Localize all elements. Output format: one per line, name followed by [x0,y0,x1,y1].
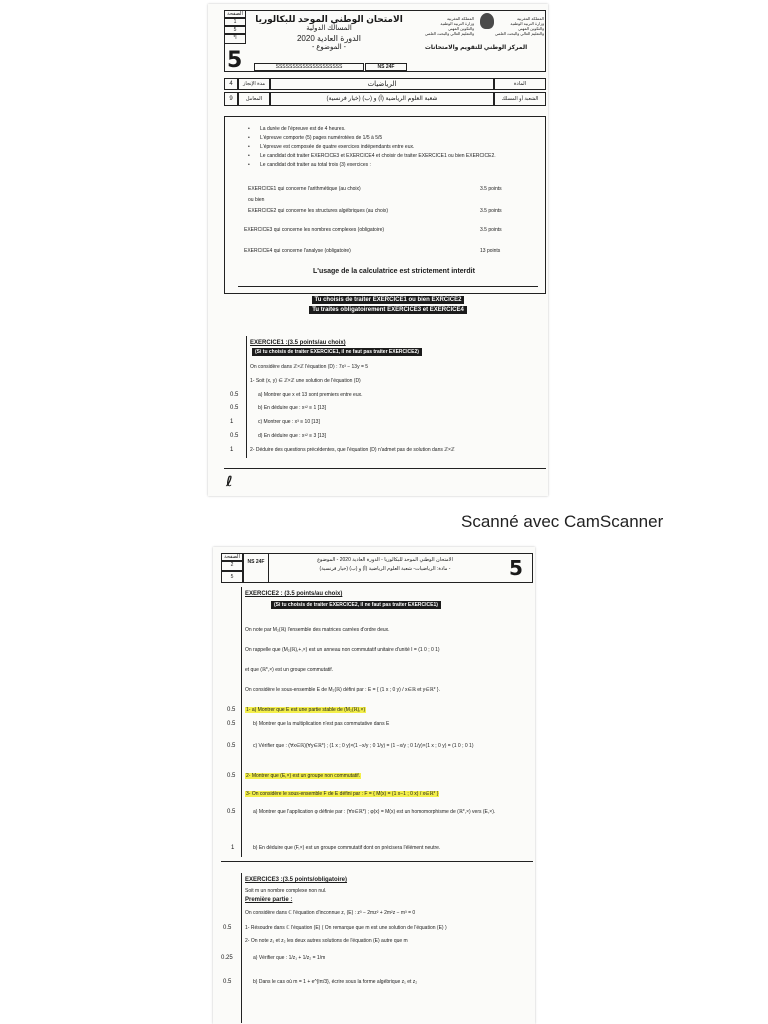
exercise-2-warning: (Si tu choisis de traiter EXERCICE2, il ne faut pas traiter EXERCICE1) [271,602,441,608]
instructions-list [260,126,540,171]
instruction-item: • L'épreuve est composée de quatre exercices indépendants entre eux. [260,144,540,150]
duration-label: مدة الإنجاز [238,78,270,90]
instruction-item: • L'épreuve comporte (5) pages numérotées de 1/5 à 5/5 [260,135,540,141]
exercise-1-line: EXERCICE1 qui concerne l'arithmétique (au choix) [248,186,361,192]
footer-line [224,468,546,469]
exam-title: الامتحان الوطني الموحد للبكالوريا [255,14,403,24]
ex2-definition: On note par M₂(ℝ) l'ensemble des matrices carrées d'ordre deux. [245,627,390,633]
exercise-3-title: EXERCICE3 :(3.5 points/obligatoire) [245,877,348,883]
question-text: a) Montrer que l'application φ définie par : (∀x∈ℝ*) ; φ(x) = M(x) est un homomorphisme de (ℝ*,×) vers (E,×). [253,809,496,815]
question-text: d) En déduire que : x¹² ≡ 3 [13] [258,433,326,439]
question-text: 3- On considère le sous-ensemble F de E défini par : F = { M(x) = (1 x−1 ; 0 x) / x∈ℝ* } [246,791,439,797]
mark-value: 0.5 [223,925,232,931]
branch-label: الشعبة أو المسلك [494,92,546,106]
choice-banner [308,297,468,314]
exercise-3-line: EXERCICE3 qui concerne les nombres complexes (obligatoire) [244,227,385,233]
exercise-1-question-1: 1- Soit (x, y) ∈ ℤ×ℤ une solution de l'équation (D) [250,378,361,384]
exam-tracks: المسالك الدولية [306,25,352,32]
mark-value: 0.5 [227,707,236,713]
subject-label: المادة [494,78,546,90]
divider [238,286,538,287]
kingdom-emblem-icon [480,13,494,29]
exam-logo-icon: 5 [509,556,523,580]
question-text: b) Montrer que la multiplication n'est pas commutative dans E [253,721,390,727]
duration-value: 4 [224,78,238,90]
coef-label: المعامل [238,92,270,106]
page-total: 5 [221,571,243,583]
ministry-arabic-block: المملكة المغربية وزارة التربية الوطنية والتكوين المهني والتعليم العالي والبحث العلمي [494,16,544,36]
instruction-item: • Le candidat doit traiter EXERCICE3 et EXERCICE4 et choisir de traiter EXERCICE1 ou bien EXERCICE2. [260,153,540,159]
exercise-1-intro: On considère dans ℤ×ℤ l'équation (D) : 7x³ − 13y = 5 [250,364,369,370]
exercise-1-points: 3.5 points [480,186,502,192]
mark-value: 0.25 [221,955,233,961]
code-strip: SSSSSSSSSSSSSSSSSSSS [254,63,364,71]
margin-line [246,336,247,458]
exercise-2-title: EXERCICE2 : (3.5 points/au choix) [245,591,343,597]
branch-value: شعبة العلوم الرياضية (أ) و (ب) (خيار فرنسية) [270,92,494,106]
question-text: b) Dans le cas où m = 1 + e^{iπ/3}, écrire sous la forme algébrique z₁ et z₂ [253,979,418,985]
or-label: ou bien [248,197,265,203]
mark-value: 0.5 [230,433,239,439]
exercise-4-line: EXERCICE4 qui concerne l'analyse (obligatoire) [244,248,351,254]
question-text: b) En déduire que : x¹² ≡ 1 [13] [258,405,326,411]
evaluation-center: المركز الوطني للتقويم والامتحانات [424,45,528,51]
page-total: 5 [224,26,246,34]
mark-value: 0.5 [230,405,239,411]
exercise-2-line: EXERCICE2 qui concerne les structures algébriques (au choix) [248,208,389,214]
series-mark: *I [224,34,246,44]
question-text: a) Montrer que x et 13 sont premiers entre eux. [258,392,363,398]
margin-line [241,587,242,857]
exercise-1-warning: (Si tu choisis de traiter EXERCICE1, il ne faut pas traiter EXERCICE2) [252,349,422,355]
choice-line-1: Tu choisis de traiter EXERCICE1 ou bien EXRCICE2 [312,296,465,304]
instruction-item: • Le candidat doit traiter au total trois (3) exercices : [260,162,540,168]
question-text: 1- a) Montrer que E est une partie stable de (M₂(ℝ),×) [246,707,366,713]
exam-subject-line: - الموضوع - [311,44,347,51]
mark-value: 1 [230,447,234,453]
page-label: الصفحة [221,553,243,561]
choice-line-2: Tu traites obligatoirement EXERCICE3 et EXERCICE4 [309,306,467,314]
exercise-3-intro: Soit m un nombre complexe non nul. [245,888,327,894]
scanner-caption: Scanné avec CamScanner [461,512,664,531]
margin-line [241,873,242,1023]
question-text: b) En déduire que (F,×) est un groupe commutatif dont on précisera l'élément neutre. [253,845,441,851]
ex2-subset-definition: On considère le sous-ensemble E de M₂(ℝ) défini par : E = { (1 x ; 0 y) / x∈ℝ et y∈ℝ* }. [245,687,440,693]
mark-value: 0.5 [227,743,236,749]
section-divider [221,861,533,862]
exercise-4-points: 13 points [480,248,501,254]
page-header-title: الامتحان الوطني الموحد للبكالوريا - الدورة العادية 2020 - الموضوع [317,557,453,563]
ministry-latin-block: المملكة المغربية وزارة التربية الوطنية والتكوين المهني والتعليم العالي والبحث العلمي [424,16,474,36]
calculator-notice: L'usage de la calculatrice est strictement interdit [313,268,475,275]
exercise-1-title: EXERCICE1 :(3.5 points/au choix) [250,340,346,346]
exam-page-1 [208,4,548,496]
signature-mark-icon: ℓ [226,474,233,490]
exam-session: الدورة العادية 2020 [296,34,362,43]
mark-value: 0.5 [227,773,236,779]
exercise-2-points: 3.5 points [480,208,502,214]
page-label: الصفحة [224,10,246,18]
coef-value: 9 [224,92,238,106]
mark-value: 1 [230,419,234,425]
ex2-group-note: et que (ℝ*,×) est un groupe commutatif. [245,667,334,673]
exercise-3-part: Première partie : [245,897,293,903]
mark-value: 0.5 [223,979,232,985]
exercise-3-points: 3.5 points [480,227,502,233]
question-text: c) Vérifier que : (∀x∈ℝ)(∀y∈ℝ*) ; (1 x ; 0 y)×(1 −x/y ; 0 1/y) = (1 −x/y ; 0 1/y)×(1 x ; 0 y) = (1 0 ; 0 1) [253,743,474,749]
question-text: a) Vérifier que : 1/z₁ + 1/z₂ = 1/m [253,955,326,961]
exam-page-2 [213,547,535,1024]
mark-value: 1 [231,845,235,851]
subject-value: الرياضيات [270,78,494,90]
page-number: 2 [221,561,243,571]
exam-code: NS 24F [243,553,269,583]
page-header-subject: - مادة: الرياضيات- شعبة العلوم الرياضية (أ) و (ب) (خيار فرنسية) [319,566,451,572]
exercise-3-equation: On considère dans ℂ l'équation d'inconnue z, (E) : z³ − 2mz² + 2m²z − m³ = 0 [245,910,416,916]
mark-value: 0.5 [227,721,236,727]
instruction-item: • La durée de l'épreuve est de 4 heures. [260,126,540,132]
mark-value: 0.5 [230,392,239,398]
ex2-ring-note: On rappelle que (M₂(ℝ),+,×) est un anneau non commutatif unitaire d'unité I = (1 0 ; 0 1) [245,647,440,653]
question-text: 2- On note z₁ et z₂ les deux autres solutions de l'équation (E) autre que m [245,938,408,944]
exam-logo-icon: 5 [227,48,243,73]
exam-code: NS 24F [365,63,407,71]
page-number: 1 [224,18,246,26]
question-text: 1- Résoudre dans ℂ l'équation (E) ( On remarque que m est une solution de l'équation (E) ) [245,925,447,931]
question-text: 2- Déduire des questions précédentes, que l'équation (D) n'admet pas de solution dans ℤ×ℤ [250,447,455,453]
question-text: 2- Montrer que (E,×) est un groupe non commutatif. [246,773,361,779]
question-text: c) Montrer que : x³ ≡ 10 [13] [258,419,320,425]
mark-value: 0.5 [227,809,236,815]
